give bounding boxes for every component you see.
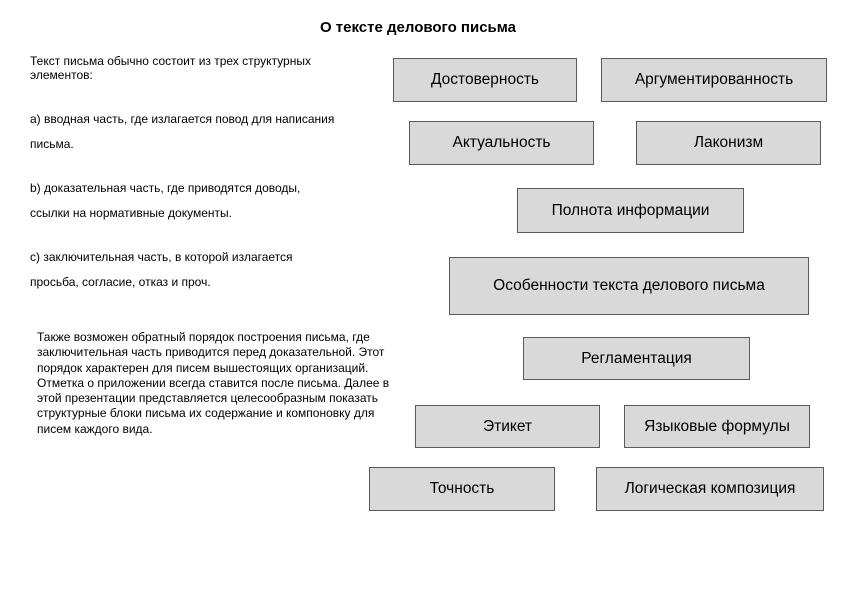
order-paragraph: Также возможен обратный порядок построения письма, где заключительная часть приводится перед доказательной. Этот порядок характерен для писем вышестоящих организаций. Отметка о приложении всегда ставится после письма. Далее в этой презентации представляется целесообразным показать структурные блоки письма их содержание и компоновку для писем каждого вида. [37, 330, 390, 436]
part-c-line-1: с) заключительная часть, в которой излагается [30, 250, 293, 264]
box-language-formulas: Языковые формулы [624, 405, 810, 448]
part-b-line-2: ссылки на нормативные документы. [30, 206, 232, 220]
box-reliability: Достоверность [393, 58, 577, 102]
box-conciseness: Лаконизм [636, 121, 821, 165]
part-a-line-2: письма. [30, 137, 74, 151]
box-features: Особенности текста делового письма [449, 257, 809, 315]
box-argumentation: Аргументированность [601, 58, 827, 102]
box-regulation: Регламентация [523, 337, 750, 380]
intro-line-1: Текст письма обычно состоит из трех структурных [30, 54, 311, 68]
box-accuracy: Точность [369, 467, 555, 511]
part-b-line-1: b) доказательная часть, где приводятся доводы, [30, 181, 301, 195]
part-a-line-1: а) вводная часть, где излагается повод для написания [30, 112, 335, 126]
box-completeness: Полнота информации [517, 188, 744, 233]
box-relevance: Актуальность [409, 121, 594, 165]
box-etiquette: Этикет [415, 405, 600, 448]
box-logical-composition: Логическая композиция [596, 467, 824, 511]
page-title: О тексте делового письма [319, 19, 517, 36]
part-c-line-2: просьба, согласие, отказ и проч. [30, 275, 211, 289]
intro-line-2: элементов: [30, 68, 93, 82]
